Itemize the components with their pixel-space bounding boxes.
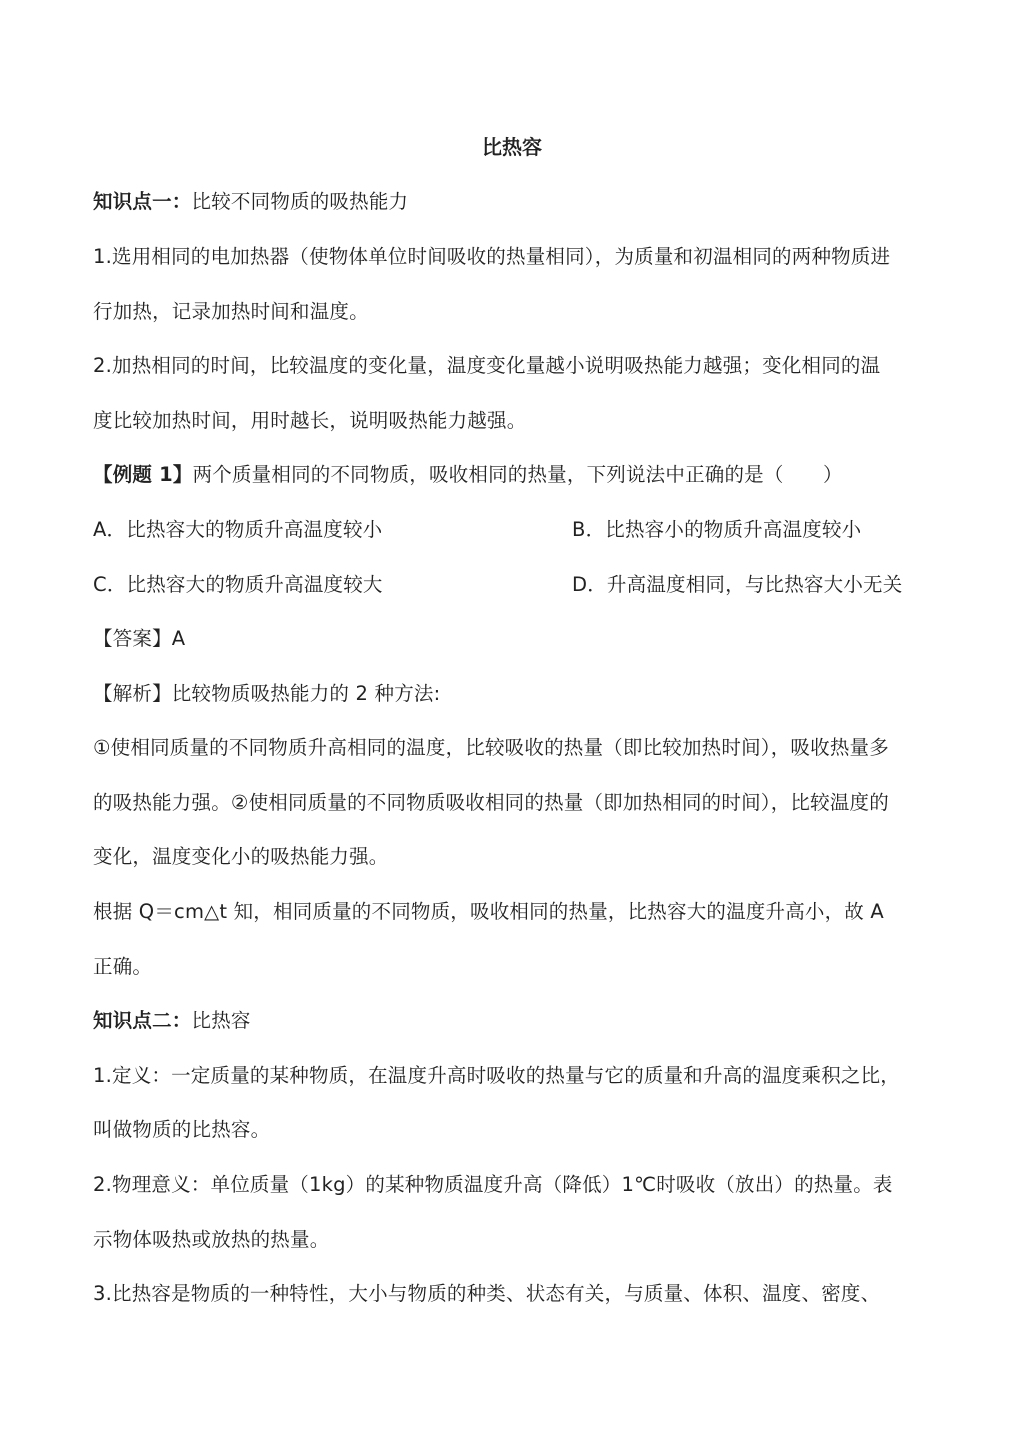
option-c: C．比热容大的物质升高温度较大 <box>93 573 383 596</box>
option-d: D．升高温度相同，与比热容大小无关 <box>572 573 903 596</box>
answer-line: 【答案】A <box>93 627 186 650</box>
option-a: A．比热容大的物质升高温度较小 <box>93 518 383 541</box>
paragraph-line: 行加热，记录加热时间和温度。 <box>93 300 369 323</box>
section-heading-label: 知识点二： <box>93 1009 192 1032</box>
conclusion-line: 正确。 <box>93 955 153 978</box>
section-heading-text: 比较不同物质的吸热能力 <box>191 190 409 213</box>
definition-line: 叫做物质的比热容。 <box>93 1118 271 1141</box>
example-question-text: 两个质量相同的不同物质，吸收相同的热量，下列说法中正确的是（ ） <box>192 463 843 486</box>
section-heading-2 <box>93 1007 251 1035</box>
paragraph-line: 度比较加热时间，用时越长，说明吸热能力越强。 <box>93 409 527 432</box>
paragraph-line: 2.加热相同的时间，比较温度的变化量，温度变化量越小说明吸热能力越强；变化相同的温 <box>93 354 881 377</box>
paragraph-line: 1.选用相同的电加热器（使物体单位时间吸收的热量相同），为质量和初温相同的两种物质进 <box>93 245 891 268</box>
definition-line: 1.定义：一定质量的某种物质，在温度升高时吸收的热量与它的质量和升高的温度乘积之比， <box>93 1064 901 1087</box>
analysis-line: 变化，温度变化小的吸热能力强。 <box>93 845 389 868</box>
section-heading-label: 知识点一： <box>93 190 192 213</box>
example-label: 【例题 1】 <box>93 463 193 486</box>
example-question <box>93 461 843 489</box>
meaning-line: 2.物理意义：单位质量（1kg）的某种物质温度升高（降低）1℃时吸收（放出）的热量。表 <box>93 1173 893 1196</box>
analysis-line: 的吸热能力强。②使相同质量的不同物质吸收相同的热量（即加热相同的时间），比较温度的 <box>93 791 889 814</box>
page-title: 比热容 <box>482 135 542 159</box>
meaning-line: 示物体吸热或放热的热量。 <box>93 1228 330 1251</box>
conclusion-line: 根据 Q＝cm△t 知，相同质量的不同物质，吸收相同的热量，比热容大的温度升高小，故 A <box>93 900 884 923</box>
property-line: 3.比热容是物质的一种特性，大小与物质的种类、状态有关，与质量、体积、温度、密度、 <box>93 1282 881 1305</box>
analysis-line: ①使相同质量的不同物质升高相同的温度，比较吸收的热量（即比较加热时间），吸收热量多 <box>93 736 889 759</box>
section-heading-text: 比热容 <box>191 1009 251 1032</box>
option-b: B．比热容小的物质升高温度较小 <box>572 518 862 541</box>
section-heading-1 <box>93 188 408 216</box>
analysis-title: 【解析】比较物质吸热能力的 2 种方法: <box>93 682 441 705</box>
